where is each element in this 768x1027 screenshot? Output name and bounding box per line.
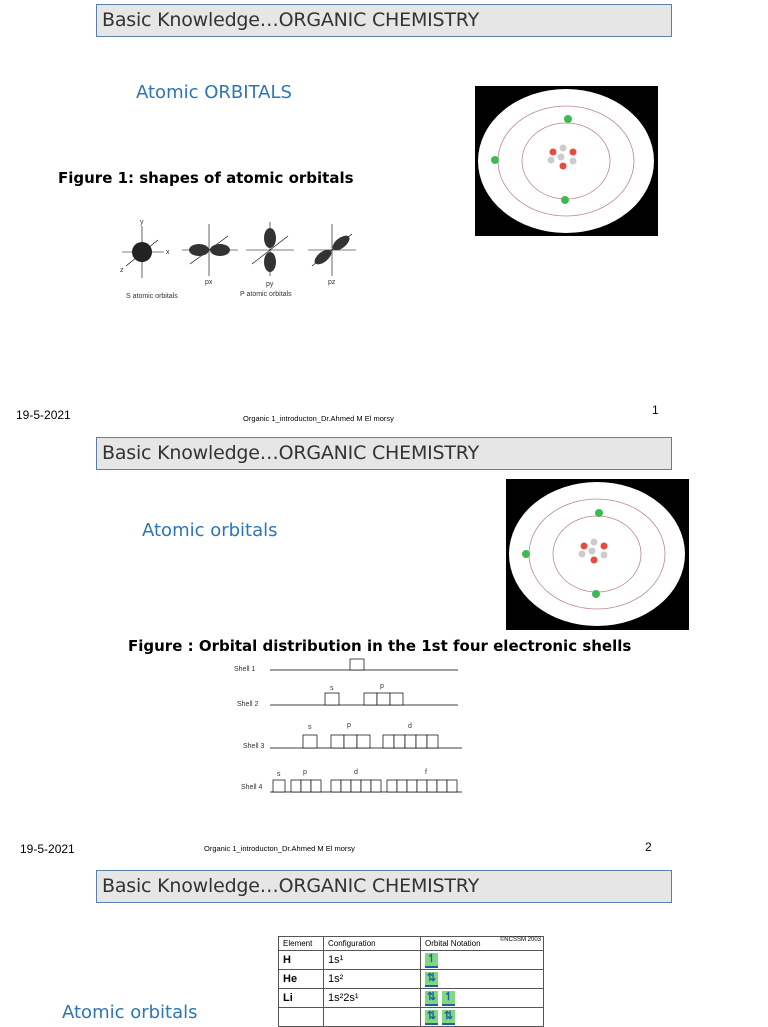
orbital-box-pair-icon: ⇅	[425, 1010, 438, 1025]
svg-text:s: s	[308, 724, 312, 731]
orbital-notation-label: Orbital Notation	[425, 939, 481, 948]
slide2-subtitle: Atomic orbitals	[142, 520, 278, 541]
slide2-footer-center: Organic 1_introducton_Dr.Ahmed M El morsy	[204, 844, 355, 853]
svg-text:p: p	[380, 683, 384, 690]
config-cell: 1s²2s¹	[324, 989, 421, 1008]
atom-model-image-1	[475, 86, 658, 236]
shell-2-label: Shell 2	[237, 701, 259, 708]
px-label: px	[205, 279, 213, 286]
svg-text:p: p	[347, 722, 351, 729]
notation-cell	[421, 970, 544, 989]
svg-text:s: s	[277, 771, 281, 778]
element-cell: He	[279, 970, 324, 989]
pz-label: pz	[328, 279, 336, 286]
atom-model-image-2	[506, 479, 689, 630]
slide3-subtitle: Atomic orbitals	[62, 1002, 198, 1023]
slide3-header: Basic Knowledge…ORGANIC CHEMISTRY	[96, 870, 672, 903]
slide1-subtitle: Atomic ORBITALS	[136, 82, 292, 103]
slide2-page-number: 2	[645, 840, 652, 854]
slide2-footer-date: 19-5-2021	[20, 842, 75, 856]
table-row	[279, 970, 544, 989]
orbital-box-pair-icon: ⇅	[425, 972, 438, 987]
slide1-footer-center: Organic 1_introducton_Dr.Ahmed M El morsy	[243, 414, 394, 423]
notation-cell	[421, 989, 544, 1008]
orbital-box-up-icon: ↿	[442, 991, 455, 1006]
orbital-box-pair-icon: ⇅	[425, 991, 438, 1006]
shell-4-label: Shell 4	[241, 784, 263, 791]
svg-text:d: d	[408, 723, 412, 730]
orbital-box-up-icon: ↿	[425, 953, 438, 968]
p-orbital-caption: P atomic orbitals	[240, 291, 292, 298]
table-header-orbital-notation	[421, 937, 544, 951]
slide2-header: Basic Knowledge…ORGANIC CHEMISTRY	[96, 437, 672, 470]
table-row	[279, 989, 544, 1008]
shell-diagram	[230, 655, 470, 795]
svg-text:p: p	[303, 769, 307, 776]
orbital-shapes-figure	[112, 214, 372, 304]
config-cell: 1s¹	[324, 951, 421, 970]
orbital-box-pair-icon: ⇅	[442, 1010, 455, 1025]
config-cell: 1s²	[324, 970, 421, 989]
svg-text:f: f	[425, 769, 427, 776]
axis-z-label: z	[120, 267, 124, 274]
table-header-element: Element	[279, 937, 324, 951]
slide1-footer-date: 19-5-2021	[16, 408, 71, 422]
slide2-figure-caption: Figure : Orbital distribution in the 1st four electronic shells	[128, 637, 632, 655]
element-cell: H	[279, 951, 324, 970]
copyright-label: ©NCSSM 2003	[499, 937, 541, 943]
shell-1-label: Shell 1	[234, 666, 256, 673]
slide1-figure-caption: Figure 1: shapes of atomic orbitals	[58, 169, 354, 187]
slide1-page-number: 1	[652, 403, 659, 417]
table-row	[279, 951, 544, 970]
notation-cell	[421, 951, 544, 970]
py-label: py	[266, 281, 274, 288]
table-header-configuration: Configuration	[324, 937, 421, 951]
slide1-header: Basic Knowledge…ORGANIC CHEMISTRY	[96, 4, 672, 37]
s-orbital-caption: S atomic orbitals	[126, 293, 178, 300]
svg-text:s: s	[330, 685, 334, 692]
shell-3-label: Shell 3	[243, 743, 265, 750]
svg-text:d: d	[354, 769, 358, 776]
element-cell: Li	[279, 989, 324, 1008]
electron-config-table	[278, 936, 544, 1027]
axis-x-label: x	[166, 249, 170, 256]
axis-y-label: y	[140, 219, 144, 226]
